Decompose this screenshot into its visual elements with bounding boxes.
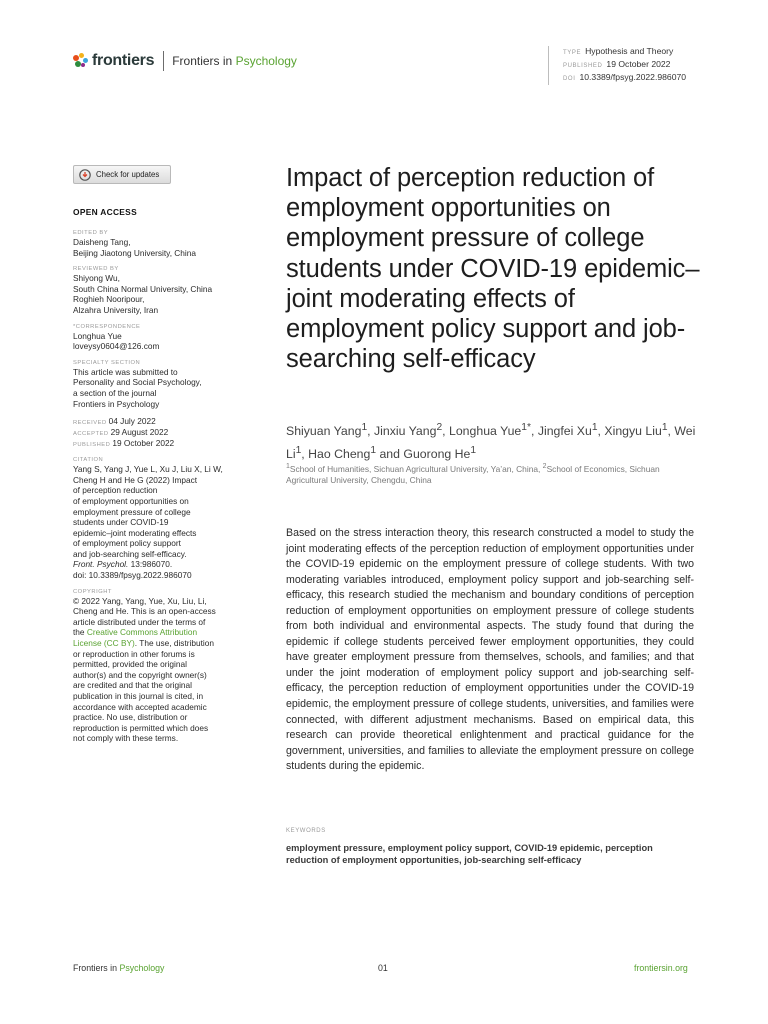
cc-license-link[interactable]: Creative Commons Attribution — [86, 627, 198, 638]
author[interactable]: Jinxiu Yang$^2$ — [374, 422, 443, 439]
citation-doi[interactable]: doi: 10.3389/fpsyg.2022.986070 — [73, 570, 192, 581]
meta-doi[interactable]: DOI 10.3389/fpsyg.2022.986070 — [563, 72, 687, 82]
copyright-block: COPYRIGHT © 2022 Yang, Yang, Yue, Xu, Liu, Li, Cheng and He. This is an open-access article distributed under the terms of the Creative Commons Attribution License (CC BY). The use, distribution or reproduction in other forums is permitted, provided the original author(s) and the copyright owner(s) are credited and that the original publication in this journal is cited, in accordance with accepted academic practice. No use, distribution or reproduction is permitted which does not comply with these terms. — [73, 588, 216, 744]
meta-published: PUBLISHED 19 October 2022 — [563, 59, 671, 69]
open-access-label: OPEN ACCESS — [73, 207, 137, 217]
meta-type: TYPE Hypothesis and Theory — [563, 46, 674, 56]
frontiers-logo-icon — [73, 53, 89, 69]
author[interactable]: Shiyuan Yang$^1$ — [286, 422, 368, 439]
frontiers-logo-text[interactable]: frontiers — [92, 52, 155, 69]
edited-by-block: EDITED BY Daisheng Tang, Beijing Jiaotong University, China — [73, 230, 196, 258]
author[interactable]: Jingfei Xu$^1$ — [537, 422, 598, 439]
article-sidebar — [73, 207, 248, 751]
abstract: Based on the stress interaction theory, this research constructed a model to study the joint moderating effects of the perception reduction of employment opportunities under the COVID-19 epidemic on the employment pressure of college students. With two moderating variables introduced, employment policy support and job-searching self-efficacy, this research studied the mechanism and boundary conditions of perception reduction of employment opportunities on employment pressure of college students from both individual and environmental aspects. The study found that during the epidemic if college students perceived fewer employment opportunities, they could have greater employment pressure from themselves, schools, and families; and that under the joint moderation of employment policy support and job-searching self-efficacy, the perception reduction of employment opportunities under the COVID-19 epidemic, the employment pressure of college students, universities, and families were connected, with different adjustment mechanisms. Based on empirical data, this research can provide theoretical enlightenment and practical guidance for the government, universities, and families to alleviate the employment pressure on college students during the epidemic. — [286, 527, 694, 773]
check-for-updates-button[interactable] — [73, 165, 171, 184]
correspondence-block: *CORRESPONDENCE Longhua Yue loveysy0604@126.com — [73, 323, 248, 352]
footer-site-link[interactable]: frontiersin.org — [634, 963, 688, 973]
check-updates-icon — [79, 169, 91, 181]
author[interactable]: Guorong He$^1$ — [403, 445, 477, 462]
footer-journal[interactable]: Frontiers in Psychology — [73, 963, 165, 973]
author[interactable]: Hao Cheng$^1$ — [308, 445, 377, 462]
dates-block: RECEIVED 04 July 2022 ACCEPTED 29 August 2022 PUBLISHED 19 October 2022 — [73, 416, 175, 449]
author[interactable]: Wei Li$^1$ — [286, 424, 696, 462]
reviewed-by-block: REVIEWED BY Shiyong Wu, South China Normal University, China Roghieh Nooripour, Alzahra University, Iran — [73, 266, 213, 315]
author-list: Shiyuan Yang$^1$, Jinxiu Yang$^2$, Longhua Yue$^{1*}$, Jingfei Xu$^1$, Xingyu Liu$^1$, Wei Li$^1$, Hao Cheng$^1$ and Guorong He$^1$ — [286, 422, 696, 462]
affiliations: $^1$School of Humanities, Sichuan Agricultural University, Ya’an, China, $^2$School of Economics, Sichuan Agricultural University, Chengdu, China — [286, 463, 660, 486]
page-number: 01 — [378, 963, 388, 973]
journal-name[interactable]: Frontiers in Psychology — [172, 54, 297, 68]
cc-license-link-2[interactable]: License (CC BY) — [73, 638, 135, 649]
check-updates-label: Check for updates — [96, 170, 160, 179]
specialty-block: SPECIALTY SECTION This article was submitted to Personality and Social Psychology, a section of the journal Frontiers in Psychology — [73, 359, 202, 409]
article-meta — [548, 46, 686, 85]
correspondence-email[interactable]: loveysy0604@126.com — [73, 341, 160, 352]
article-title: Impact of perception reduction of employment opportunities on employment pressure of college students under COVID-19 epidemic–joint moderating effects of employment policy support and job-searching self-efficacy — [286, 164, 700, 374]
citation-block: CITATION Yang S, Yang J, Yue L, Xu J, Liu X, Li W, Cheng H and He G (2022) Impact of perception reduction of employment opportunities on employment pressure of college students under COVID-19 epidemic–joint moderating effects of employment policy support and job-searching self-efficacy. Front. Psychol. 13:986070. doi: 10.3389/fpsyg.2022.986070 — [73, 456, 248, 581]
keywords-label: KEYWORDS — [286, 828, 326, 834]
header-divider — [163, 51, 164, 71]
author[interactable]: Xingyu Liu$^1$ — [604, 422, 668, 439]
keywords: employment pressure, employment policy support, COVID-19 epidemic, perception reduction of employment opportunities, job-searching self-efficacy — [286, 843, 653, 865]
author[interactable]: Longhua Yue$^{1*}$ — [449, 422, 531, 439]
journal-header — [73, 50, 297, 72]
